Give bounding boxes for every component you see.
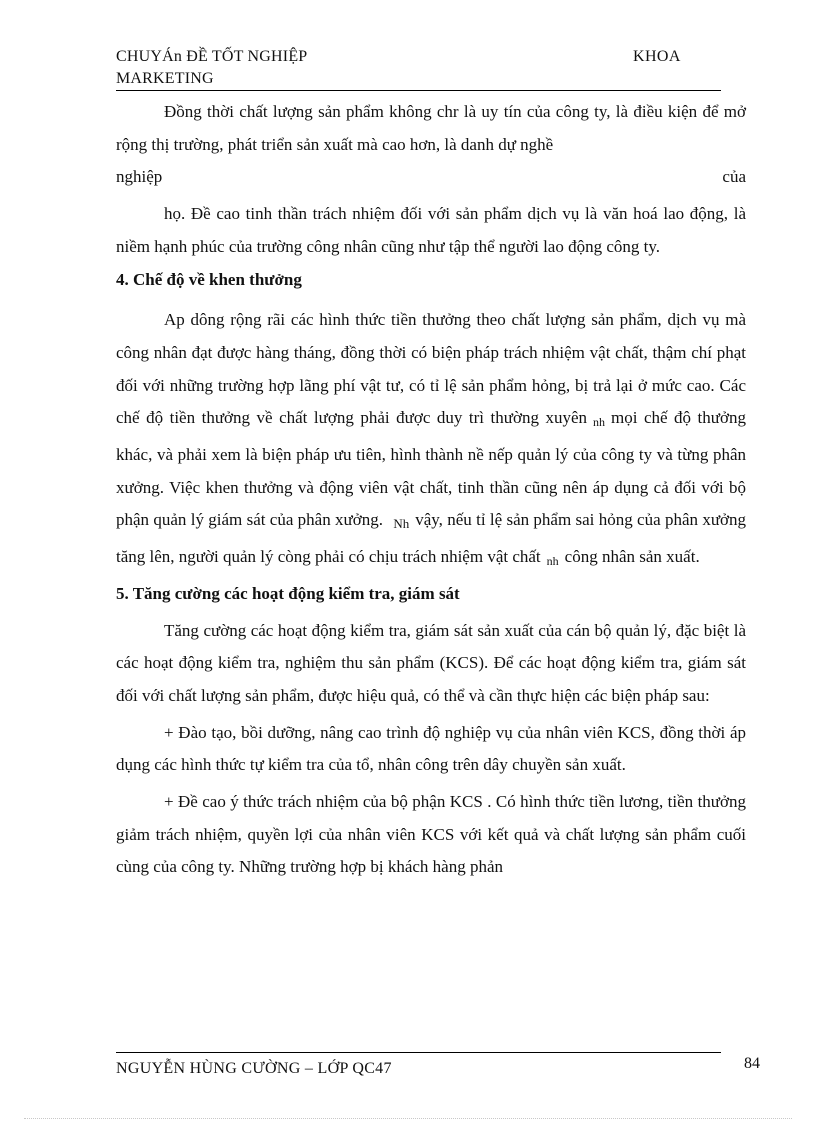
header-line-2: MARKETING <box>116 70 214 87</box>
paragraph-4-bullet: + Đào tạo, bồi dưỡng, nâng cao trình độ nghiệp vụ của nhân viên KCS, đồng thời áp dụng các hình thức tự kiểm tra của tổ, nhân công trên dây chuyền sản xuất. <box>116 722 746 775</box>
section-heading-5: 5. Tăng cường các hoạt động kiểm tra, giám sát <box>116 583 460 603</box>
paragraph-2 <box>116 304 746 578</box>
paragraph-1c: họ. Đề cao tinh thần trách nhiệm đối với sản phẩm dịch vụ là văn hoá lao động, là niềm hạnh phúc của trường công nhân cũng như tập thể người lao động công ty. <box>116 204 746 256</box>
page-edge-divider <box>24 1118 792 1119</box>
header-department: KHOA <box>633 48 681 65</box>
paragraph-1b-right: của <box>722 167 746 187</box>
paragraph-1a: Đồng thời chất lượng sản phẩm không chr là uy tín của công ty, là điều kiện để mở rộng thị trường, phát triển sản xuất mà cao hơn, là danh dự nghề <box>116 102 746 154</box>
running-header-title <box>116 46 416 90</box>
footer-author: NGUYỄN HÙNG CƯỜNG – LỚP QC47 <box>116 1060 392 1077</box>
document-body <box>116 96 746 884</box>
paragraph-1b-left: nghiệp <box>116 167 163 187</box>
footer-rule <box>116 1052 721 1053</box>
fragment-nh-2: Nh <box>393 516 410 532</box>
section-heading-4: 4. Chế độ về khen thưởng <box>116 269 302 289</box>
fragment-nh-3: nh <box>546 554 559 569</box>
paragraph-2d: công nhân sản xuất. <box>564 547 700 567</box>
page-number: 84 <box>744 1055 760 1072</box>
fragment-nh-1: nh <box>593 415 605 430</box>
paragraph-3: Tăng cường các hoạt động kiểm tra, giám sát sản xuất của cán bộ quản lý, đặc biệt là các hoạt động kiểm tra, nghiệm thu sản phẩm (KCS). Để các hoạt động kiểm tra, giám sát đối với chất lượng sản phẩm, được hiệu quả, có thể và cần thực hiện các biện pháp sau: <box>116 620 746 705</box>
paragraph-2b: mọi chế độ thưởng khác, và phải xem là biện pháp ưu tiên, hình thành nề nếp quản lý của công ty và từng phân xưởng. Việc khen thưởng và động viên vật chất, tinh thần cũng nên áp dụng cả đối với bộ phận quản lý giám sát của phân xưởng. <box>116 408 746 530</box>
paragraph-2c: vậy, nếu tỉ lệ sản phẩm sai hỏng của phân xưởng tăng lên, người quản lý còng phải có chịu trách nhiệm vật chất <box>116 510 747 567</box>
paragraph-5-bullet: + Đề cao ý thức trách nhiệm của bộ phận KCS . Có hình thức tiền lương, tiền thưởng giảm trách nhiệm, quyền lợi của nhân viên KCS với kết quả và chất lượng sản phẩm cuối cùng của công ty. Những trường hợp bị khách hàng phản <box>116 792 746 877</box>
header-line-1: CHUYÁn ĐỀ TỐT NGHIỆP <box>116 48 308 65</box>
paragraph-2a: Ap dông rộng rãi các hình thức tiền thưởng theo chất lượng sản phẩm, dịch vụ mà công nhân đạt được hàng tháng, đồng thời có biện pháp trách nhiệm vật chất, thậm chí phạt đối với những trường hợp lãng phí vật tư, có tỉ lệ sản phẩm hỏng, bị trả lại ở mức cao. Các chế độ tiền thưởng về chất lượng phải được duy trì thường xuyên <box>116 310 746 428</box>
header-rule <box>116 90 721 91</box>
paragraph-1-break-line <box>116 161 746 194</box>
